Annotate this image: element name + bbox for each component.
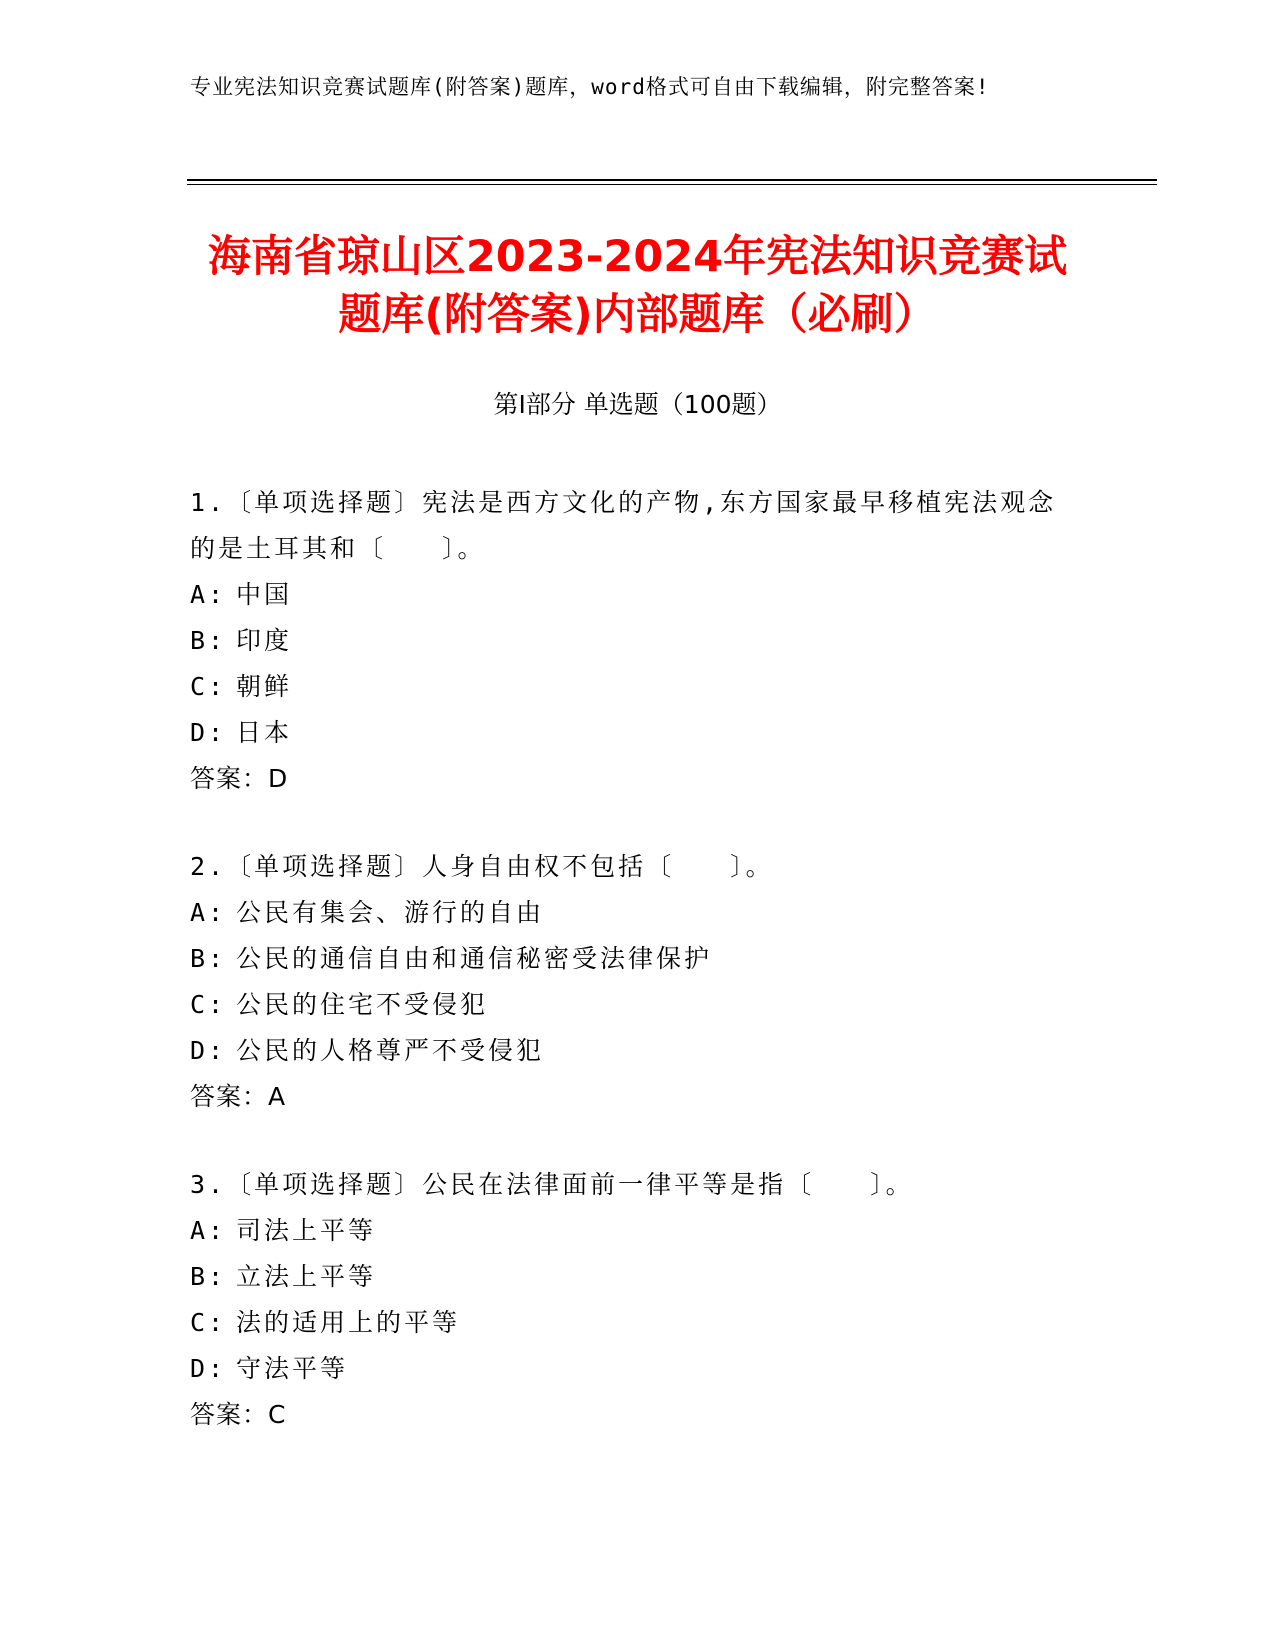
option-label: D:: [190, 1036, 227, 1065]
option-text: 印度: [236, 626, 293, 655]
option-label: D:: [190, 1354, 227, 1383]
header-rule-thick: [187, 179, 1157, 181]
option-d: [190, 1346, 1080, 1392]
question-2: [190, 844, 1080, 1120]
header-rule-thin: [187, 184, 1157, 185]
option-d: [190, 710, 1080, 756]
option-c: [190, 664, 1080, 710]
option-text: 朝鲜: [236, 672, 293, 701]
option-text: 公民的通信自由和通信秘密受法律保护: [236, 944, 713, 973]
option-c: [190, 1300, 1080, 1346]
document-title-line-2: 题库(附答案)内部题库（必刷）: [338, 290, 937, 340]
option-d: [190, 1028, 1080, 1074]
option-a: [190, 1208, 1080, 1254]
option-a: [190, 572, 1080, 618]
question-3: [190, 1162, 1080, 1438]
question-list: [190, 480, 1080, 1480]
question-stem: 2.〔单项选择题〕人身自由权不包括〔 〕。: [190, 852, 774, 881]
option-text: 日本: [236, 718, 293, 747]
option-label: B:: [190, 1262, 227, 1291]
option-label: B:: [190, 944, 227, 973]
option-label: A:: [190, 1216, 227, 1245]
option-label: C:: [190, 990, 227, 1019]
option-text: 司法上平等: [236, 1216, 377, 1245]
option-text: 守法平等: [236, 1354, 349, 1383]
option-label: B:: [190, 626, 227, 655]
question-answer: 答案：A: [190, 1082, 287, 1111]
option-label: D:: [190, 718, 227, 747]
option-text: 公民的人格尊严不受侵犯: [236, 1036, 545, 1065]
option-b: [190, 618, 1080, 664]
header-note: 专业宪法知识竞赛试题库(附答案)题库，word格式可自由下载编辑，附完整答案!: [190, 75, 990, 99]
question-1: [190, 480, 1080, 802]
option-text: 法的适用上的平等: [236, 1308, 461, 1337]
option-b: [190, 1254, 1080, 1300]
option-label: A:: [190, 580, 227, 609]
option-text: 中国: [236, 580, 293, 609]
option-text: 公民的住宅不受侵犯: [236, 990, 489, 1019]
option-text: 公民有集会、游行的自由: [236, 898, 545, 927]
option-b: [190, 936, 1080, 982]
option-label: A:: [190, 898, 227, 927]
document-title-line-1: 海南省琼山区2023-2024年宪法知识竞赛试: [207, 232, 1068, 282]
question-stem: 1.〔单项选择题〕宪法是西方文化的产物,东方国家最早移植宪法观念的是土耳其和〔 〕。: [190, 488, 1057, 563]
option-c: [190, 982, 1080, 1028]
section-title: 第Ⅰ部分 单选题（100题）: [493, 390, 782, 419]
option-label: C:: [190, 1308, 227, 1337]
document-title: [150, 228, 1125, 344]
option-label: C:: [190, 672, 227, 701]
question-stem: 3.〔单项选择题〕公民在法律面前一律平等是指〔 〕。: [190, 1170, 914, 1199]
question-answer: 答案：D: [190, 764, 289, 793]
option-text: 立法上平等: [236, 1262, 377, 1291]
question-answer: 答案：C: [190, 1400, 287, 1429]
option-a: [190, 890, 1080, 936]
